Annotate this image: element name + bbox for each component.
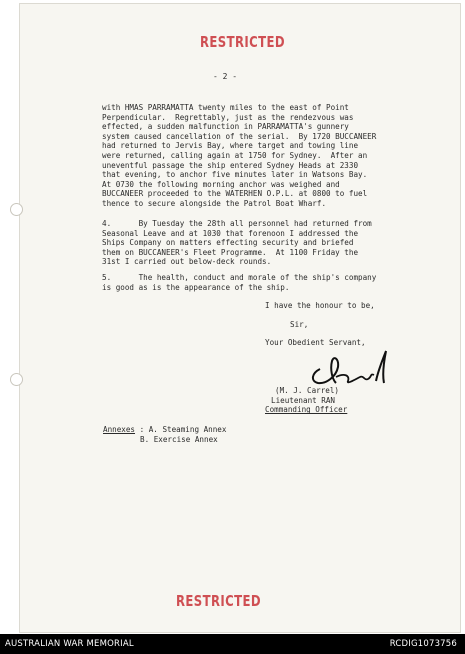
text-line: BUCCANEER proceeded to the WATERHEN O.P.L. at 0800 to fuel: [102, 189, 368, 199]
text-line: had returned to Jervis Bay, where target and towing line: [102, 141, 359, 151]
paragraph-5: [102, 273, 432, 292]
text-line: Perpendicular. Regrettably, just as the rendezvous was: [102, 112, 354, 122]
annex-b: B. Exercise Annex: [140, 434, 218, 444]
document-page: [20, 4, 460, 632]
text-line: Seasonal Leave and at 1030 that forenoon I addressed the: [102, 228, 359, 238]
footer-bar: [0, 634, 465, 654]
annex-a-text: : A. Steaming Annex: [135, 425, 227, 434]
footer-institution: AUSTRALIAN WAR MEMORIAL: [5, 639, 134, 649]
footer-record-id: RCDIG1073756: [389, 639, 457, 649]
text-line: with HMAS PARRAMATTA twenty miles to the east of Point: [102, 103, 349, 112]
punch-hole-top: [10, 203, 23, 216]
paragraph-4: [102, 219, 432, 267]
text-line: 4. By Tuesday the 28th all personnel had returned from: [102, 219, 372, 228]
signatory-title: Commanding Officer: [265, 405, 348, 415]
signatory-name: (M. J. Carrel): [275, 386, 340, 395]
text-line: effected, a sudden malfunction in PARRAMATTA's gunnery: [102, 122, 349, 132]
punch-hole-bottom: [10, 373, 23, 386]
text-line: system caused cancellation of the serial. By 1720 BUCCANEER: [102, 131, 377, 141]
text-line: them on BUCCANEER's Fleet Programme. At 1100 Friday the: [102, 247, 359, 257]
text-line: Ships Company on matters effecting security and briefed: [102, 238, 354, 248]
text-line: thence to secure alongside the Patrol Boat Wharf.: [102, 198, 327, 208]
annex-a: [103, 425, 226, 435]
text-line: were returned, calling again at 1750 for Sydney. After an: [102, 150, 368, 160]
paragraph-continued: [102, 103, 432, 209]
annexes-list: [103, 425, 226, 444]
text-line: At 0730 the following morning anchor was weighed and: [102, 179, 340, 189]
text-line: uneventful passage the ship entered Sydney Heads at 2330: [102, 160, 359, 170]
page-number: - 2 -: [213, 72, 238, 81]
annexes-label: Annexes: [103, 425, 136, 434]
signatory-rank: Lieutenant RAN: [271, 395, 336, 405]
handwritten-signature: [306, 347, 396, 389]
signature-block: [265, 386, 347, 415]
text-line: that evening, to anchor five minutes later in Watsons Bay.: [102, 170, 368, 180]
text-line: 5. The health, conduct and morale of the ship's company: [102, 273, 377, 282]
restricted-stamp-top: RESTRICTED: [200, 33, 285, 51]
text-line: is good as is the appearance of the ship.: [102, 282, 290, 292]
text-line: 31st I carried out below-deck rounds.: [102, 257, 272, 267]
closing-servant: Your Obedient Servant,: [265, 338, 366, 347]
closing-honour: I have the honour to be,: [265, 301, 375, 310]
closing-sir: Sir,: [290, 320, 309, 329]
restricted-stamp-bottom: RESTRICTED: [176, 592, 261, 610]
